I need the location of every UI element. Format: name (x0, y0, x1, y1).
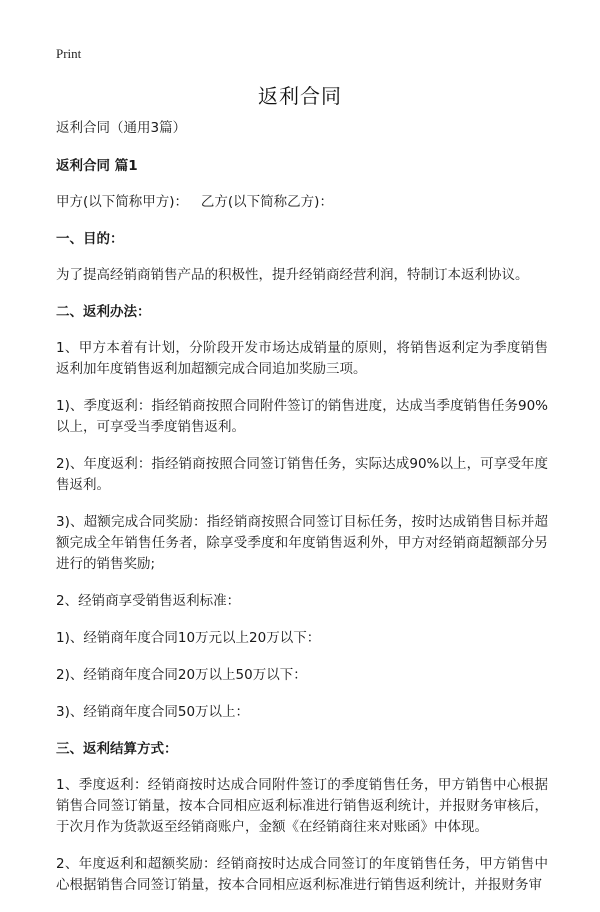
paragraph: 3)、超额完成合同奖励：指经销商按照合同签订目标任务，按时达成销售目标并超额完成全年销售任务者，除享受季度和年度销售返利外，甲方对经销商超额部分另进行的销售奖励; (56, 514, 548, 572)
paragraph: 2)、年度返利：指经销商按照合同签订销售任务，实际达成90%以上，可享受年度售返利。 (56, 456, 548, 493)
document-body (56, 118, 548, 912)
paragraph: 2)、经销商年度合同20万以上50万以下： (56, 667, 307, 683)
print-link[interactable]: Print (56, 46, 82, 61)
parties-line: 甲方(以下简称甲方)： 乙方(以下简称乙方)： (56, 194, 333, 210)
paragraph: 1)、经销商年度合同10万元以上20万以下： (56, 630, 321, 646)
paragraph: 3)、经销商年度合同50万以上： (56, 704, 250, 720)
article-heading: 返利合同 篇1 (56, 158, 138, 174)
section-heading-purpose: 一、目的： (56, 231, 124, 247)
paragraph: 1、甲方本着有计划，分阶段开发市场达成销量的原则，将销售返利定为季度销售返利加年度销售返利加超额完成合同追加奖励三项。 (56, 340, 548, 377)
paragraph: 2、经销商享受销售返利标准： (56, 593, 241, 609)
document-subtitle: 返利合同（通用3篇） (56, 120, 187, 136)
paragraph: 为了提高经销商销售产品的积极性，提升经销商经营利润，特制订本返利协议。 (56, 267, 529, 283)
document-title: 返利合同 (258, 84, 342, 108)
paragraph: 1、季度返利：经销商按时达成合同附件签订的季度销售任务，甲方销售中心根据销售合同签订销量，按本合同相应返利标准进行销售返利统计，并报财务审核后，于次月作为货款返至经销商账户，金额《在经销商往来对账函》中体现。 (56, 777, 548, 835)
section-heading-rebate-method: 二、返利办法： (56, 304, 151, 320)
section-heading-settlement: 三、返利结算方式： (56, 741, 178, 757)
paragraph: 2、年度返利和超额奖励：经销商按时达成合同签订的年度销售任务，甲方销售中心根据销售合同签订销量，按本合同相应返利标准进行销售返利统计，并报财务审 (56, 856, 548, 893)
paragraph: 1)、季度返利：指经销商按照合同附件签订的销售进度，达成当季度销售任务90%以上，可享受当季度销售返利。 (56, 398, 548, 435)
